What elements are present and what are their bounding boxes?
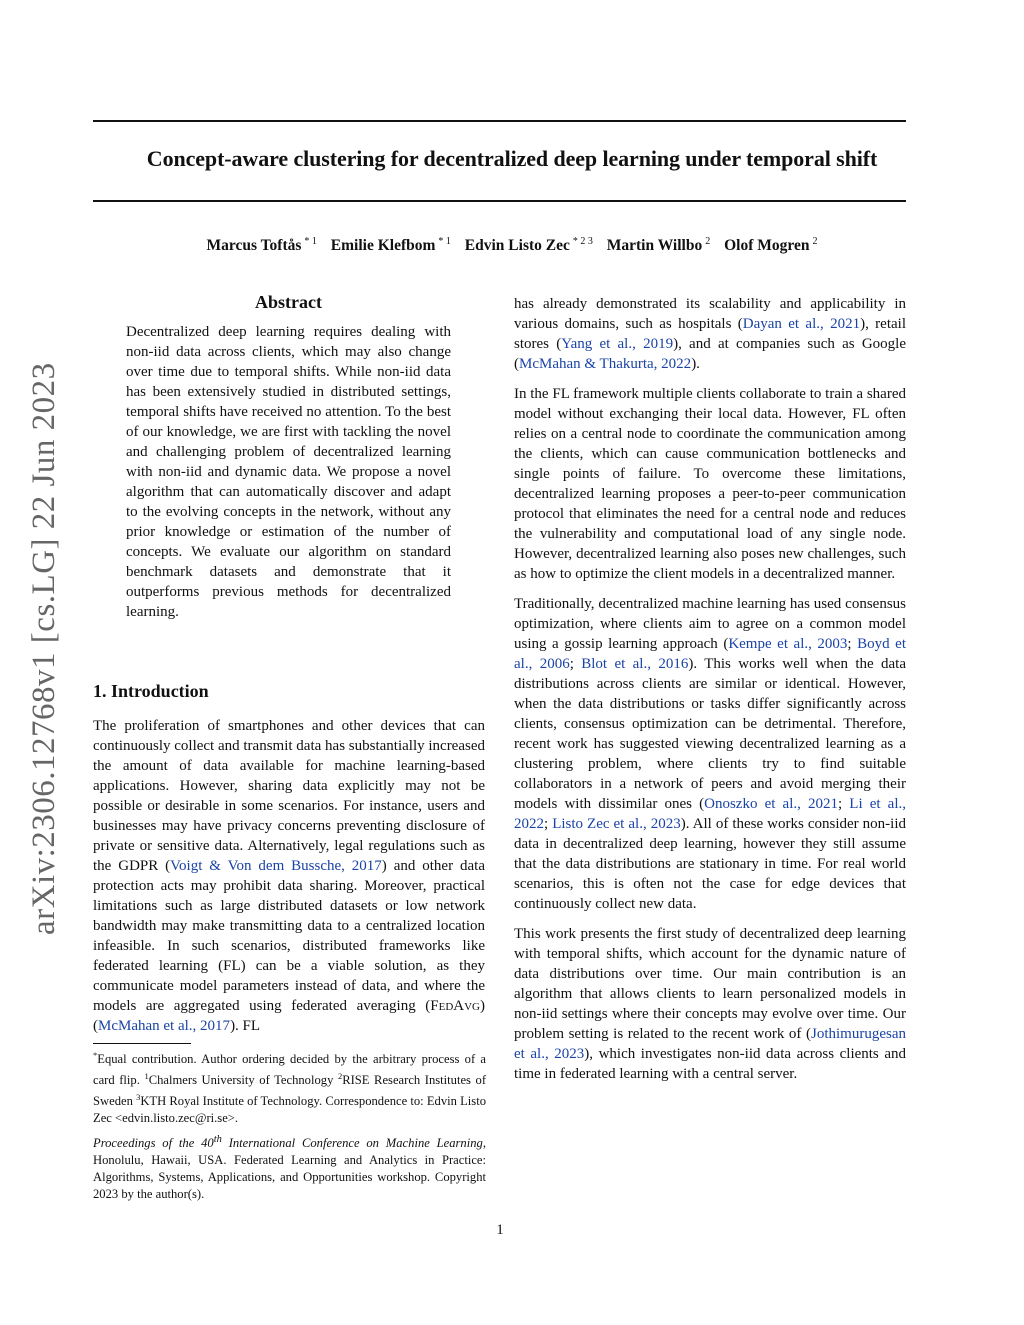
body-paragraph: In the FL framework multiple clients collaborate to train a shared model without exchanging their local data. However, FL often relies on a central node to coordinate the communication among the clients, which can cause communication bottlenecks and single points of failure. To overcome these limitations, decentralized learning proposes a peer-to-peer communication protocol that eliminates the need for a central node and reduces the vulnerability and computational load of any single node. However, decentralized learning also poses new challenges, such as how to optimize the client models in a decentralized manner. <box>514 386 906 582</box>
abstract-heading: Abstract <box>255 292 322 312</box>
body-paragraph: This work presents the first study of decentralized deep learning with temporal shifts, which account for the dynamic nature of data distributions over time. Our main contribution is an algorithm that allows clients to learn personalized models in non-iid settings where their concepts may evolve over time. Our problem setting is related to the recent work of (Jothimurugesan et al., 2023), which investigates non-iid data across clients and time in federated learning with a central server. <box>514 926 906 1082</box>
introduction-paragraph: The proliferation of smartphones and other devices that can continuously collect and transmit data has substantially increased the amount of data available for machine learning-based applications. However, sharing data explicitly may not be possible or desirable in some scenarios. For instance, users and businesses may have privacy concerns preventing disclosure of private or sensitive data. Alternatively, legal regulations such as the GDPR (Voigt & Von dem Bussche, 2017) and other data protection acts may prohibit data sharing. Moreover, practical limitations such as large distributed datasets or low network bandwidth may make transmitting data to a centralized location infeasible. In such scenarios, distributed frameworks like federated learning (FL) can be a viable solution, as they communicate model parameters instead of data, and where the models are aggregated using federated averaging (FedAvg) (McMahan et al., 2017). FL <box>93 718 485 1034</box>
citation-link[interactable]: Listo Zec et al., 2023 <box>552 816 681 832</box>
author: Olof Mogren $^2$ <box>724 236 818 255</box>
citation-link[interactable]: Onoszko et al., 2021 <box>704 796 838 812</box>
fedavg-term: FedAvg <box>430 998 480 1014</box>
proceedings-note: Proceedings of the 40th International Conference on Machine Learning, Honolulu, Hawaii, USA. Federated Learning and Analytics in Practice: Algorithms, Systems, Applications, and Opportunities workshop. Copyright 2023 by the author(s). <box>93 1134 486 1201</box>
citation-link[interactable]: Voigt & Von dem Bussche, 2017 <box>170 858 382 874</box>
citation-link[interactable]: Li et al., 2022 <box>514 796 907 832</box>
citation-link[interactable]: Dayan et al., 2021 <box>742 316 861 332</box>
citation-link[interactable]: Blot et al., 2016 <box>581 656 689 672</box>
arxiv-side-stamp: arXiv:2306.12768v1 [cs.LG] 22 Jun 2023 <box>26 362 62 935</box>
citation-link[interactable]: McMahan & Thakurta, 2022 <box>519 356 692 372</box>
citation-link[interactable]: Boyd et al., 2006 <box>514 636 906 672</box>
paper-title: Concept-aware clustering for decentralized deep learning under temporal shift <box>146 146 878 171</box>
author: Martin Willbo $^2$ <box>606 236 711 255</box>
citation-link[interactable]: Kempe et al., 2003 <box>728 636 848 652</box>
title-top-rule <box>93 120 906 122</box>
author: Emilie Klefbom $^{* 1}$ <box>330 236 451 255</box>
page-number: 1 <box>496 1222 504 1238</box>
citation-link[interactable]: Yang et al., 2019 <box>561 336 674 352</box>
abstract-text: Decentralized deep learning requires dealing with non-iid data across clients, which may also change over time due to temporal shifts. While non-iid data has been extensively studied in distributed settings, temporal shifts have received no attention. To the best of our knowledge, we are first with tackling the novel and challenging problem of decentralized learning with non-iid and dynamic data. We propose a novel algorithm that can automatically discover and adapt to the evolving concepts in the network, without any prior knowledge or estimation of the number of concepts. We evaluate our algorithm on standard benchmark datasets and demonstrate that it outperforms previous methods for decentralized learning. <box>126 324 451 620</box>
author-list <box>60 236 964 255</box>
body-paragraph: has already demonstrated its scalability and applicability in various domains, such as hospitals (Dayan et al., 2021), retail stores (Yang et al., 2019), and at companies such as Google (McMahan & Thakurta, 2022). <box>514 296 906 372</box>
author: Marcus Toftås $^{* 1}$ <box>206 236 317 255</box>
title-bottom-rule <box>93 200 906 202</box>
introduction-heading: 1. Introduction <box>93 681 209 701</box>
footnote: *Equal contribution. Author ordering decided by the arbitrary process of a card flip. $^1$Chalmers University of Technology $^2$RISE Research Institutes of Sweden $^3$KTH Royal Institute of Technology. Correspondence to: Edvin Listo Zec <edvin.listo.zec@ri.se>. <box>93 1050 487 1125</box>
author: Edvin Listo Zec $^{* 2 3}$ <box>464 236 593 255</box>
citation-link[interactable]: McMahan et al., 2017 <box>98 1018 231 1034</box>
right-column <box>514 294 906 1084</box>
body-paragraph: Traditionally, decentralized machine learning has used consensus optimization, where clients aim to agree on a common model using a gossip learning approach (Kempe et al., 2003; Boyd et al., 2006; Blot et al., 2016). This works well when the data distributions across clients are similar or identical. However, when the data distributions or tasks differ significantly across clients, consensus optimization can be detrimental. Therefore, recent work has suggested viewing decentralized learning as a clustering problem, where clients try to find suitable collaborators in a network of peers and avoid merging their models with dissimilar ones (Onoszko et al., 2021; Li et al., 2022; Listo Zec et al., 2023). All of these works consider non-iid data in decentralized deep learning, however they still assume that the data distributions are stationary in time. For real world scenarios, this is often not the case for edge devices that continuously collect new data. <box>514 596 907 912</box>
footnote-rule <box>93 1043 191 1044</box>
citation-link[interactable]: Jothimurugesan et al., 2023 <box>514 1026 906 1062</box>
